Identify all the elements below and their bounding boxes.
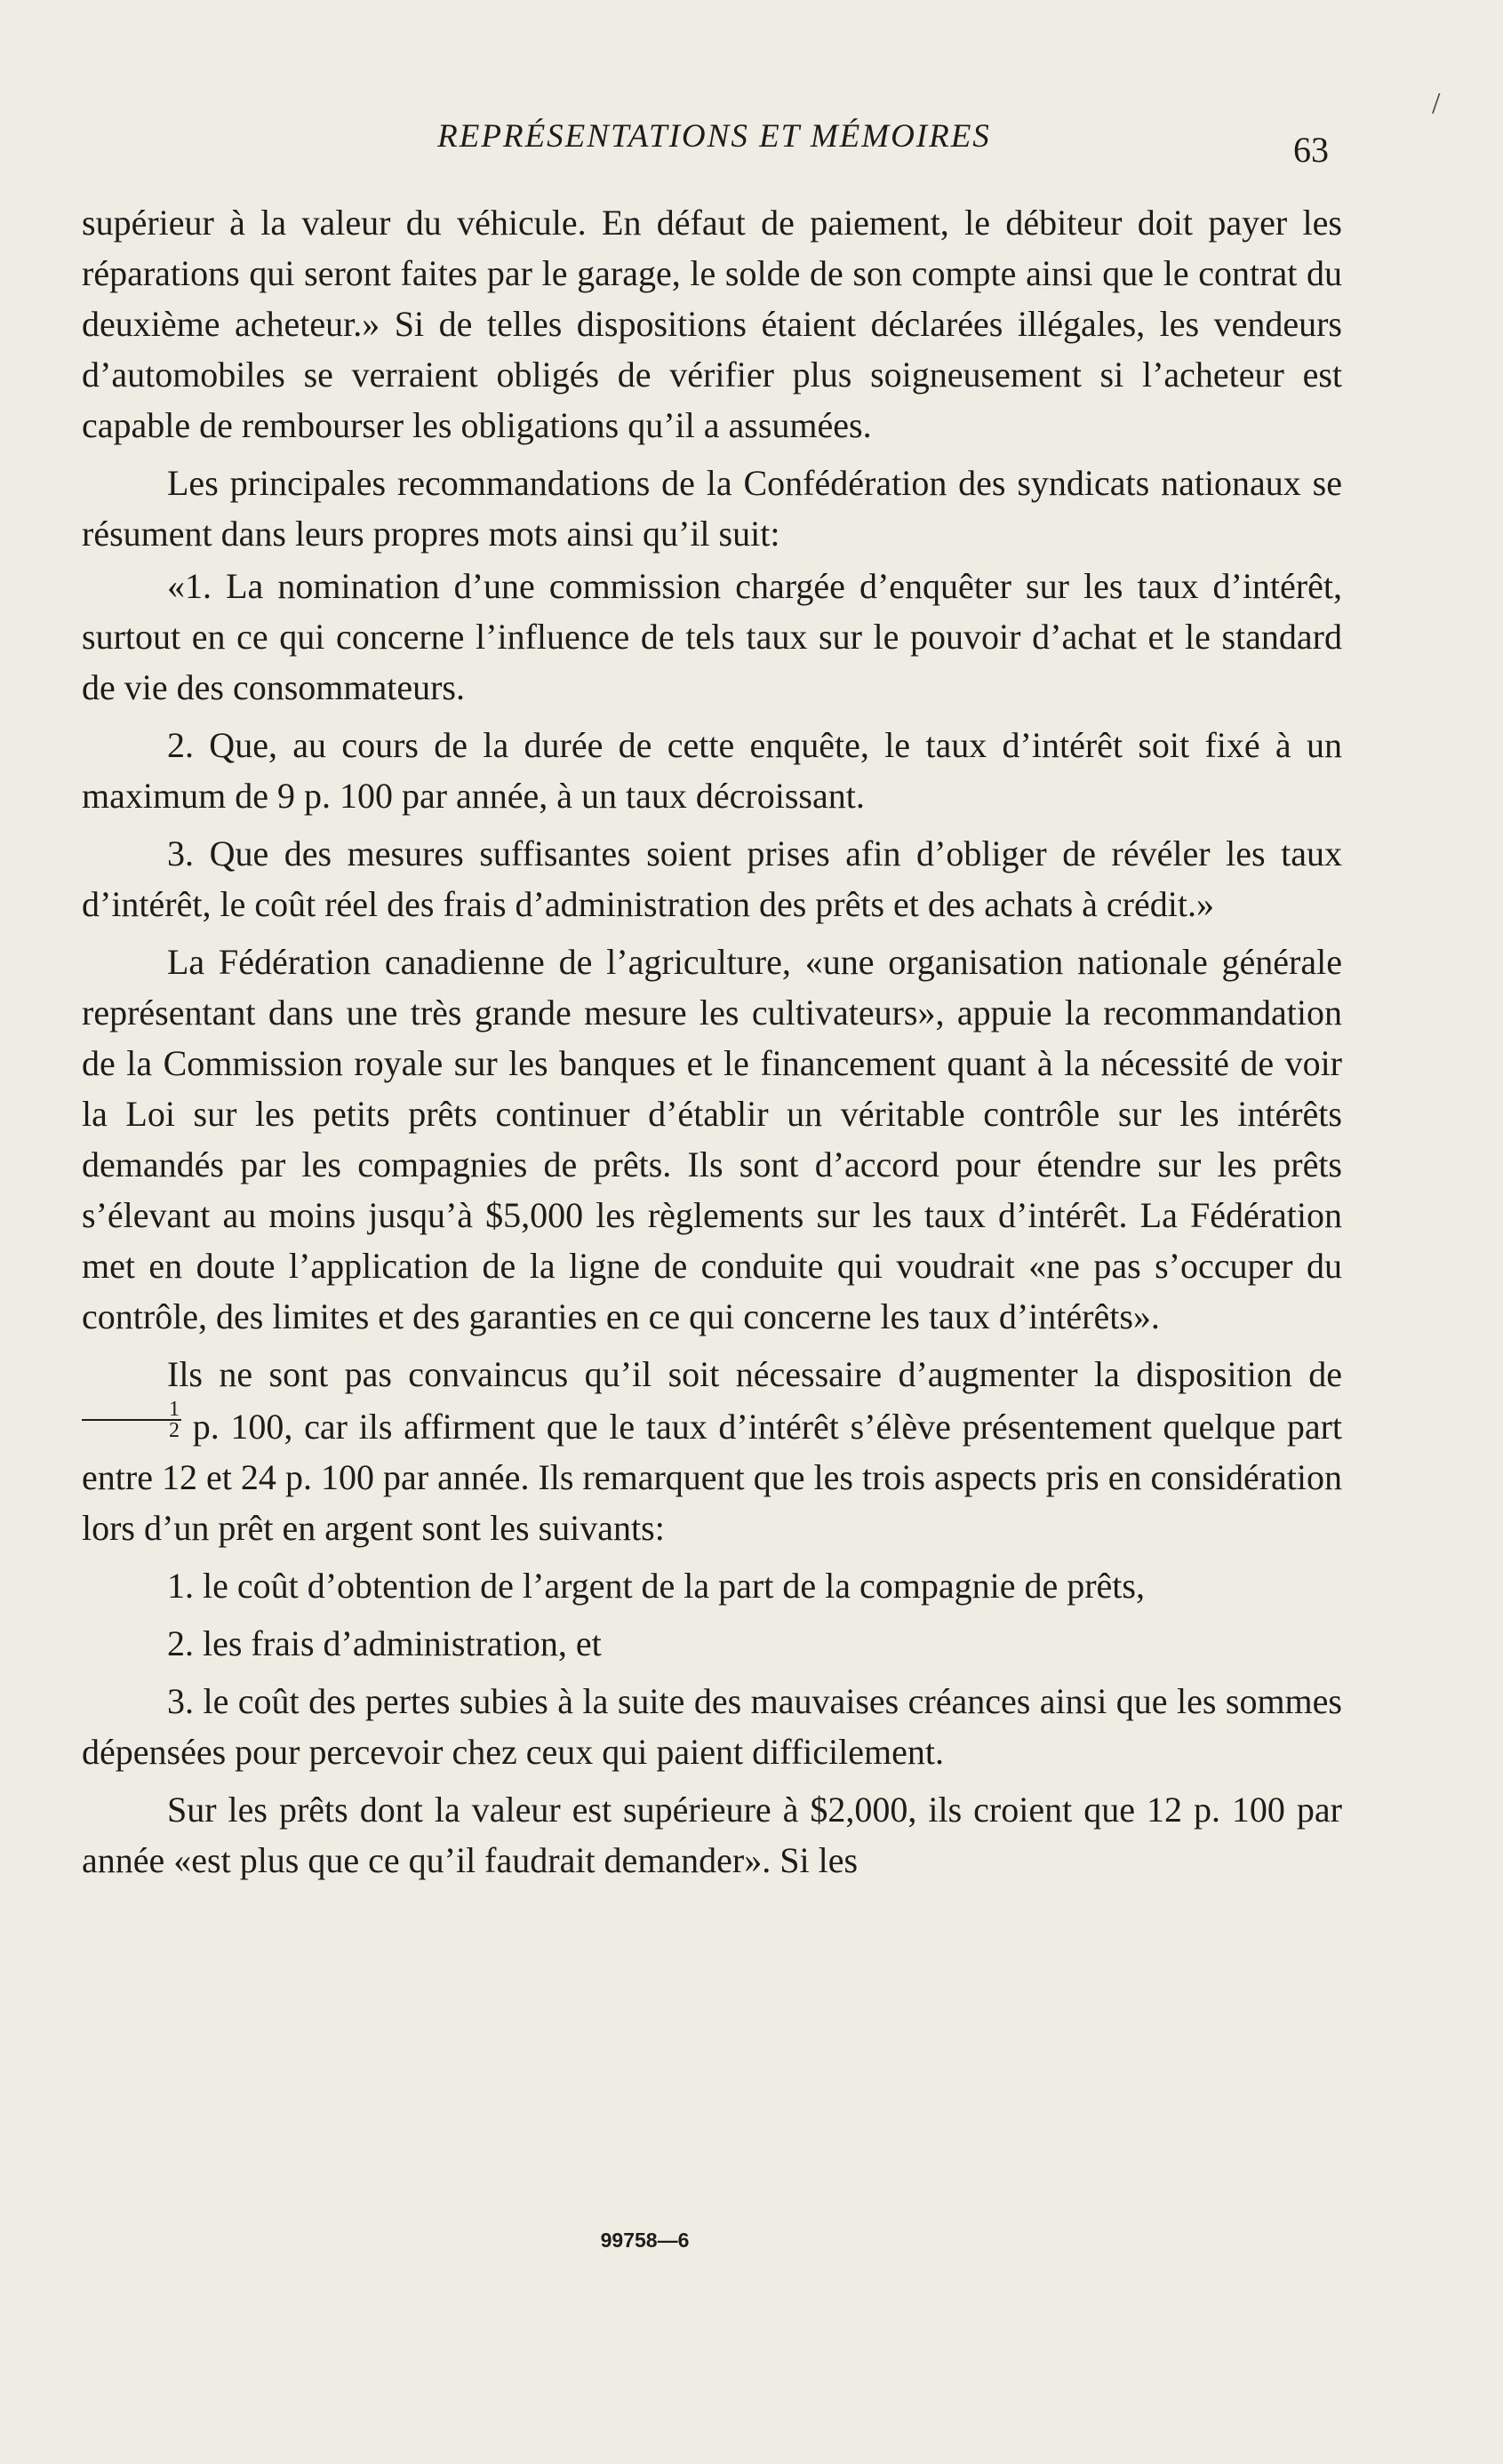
aspect-1: 1. le coût d’obtention de l’argent de la part de la compagnie de prêts, bbox=[167, 1566, 1145, 1606]
aspect-2: 2. les frais d’administration, et bbox=[167, 1623, 602, 1663]
printer-signature: 99758—6 bbox=[600, 2229, 690, 2252]
paragraph-csn-intro: Les principales recommandations de la Confédération des syndicats nationaux se résument dans leurs propres mots ainsi qu’il suit: bbox=[82, 463, 1342, 554]
recommendation-3: 3. Que des mesures suffisantes soient prises afin d’obliger de révéler les taux d’intérêt, le coût réel des frais d’administration des prêts et des achats à crédit.» bbox=[82, 833, 1342, 924]
recommendation-2: 2. Que, au cours de la durée de cette enquête, le taux d’intérêt soit fixé à un maximum de 9 p. 100 par année, à un taux décroissant. bbox=[82, 725, 1342, 816]
disposition-text-before: Ils ne sont pas convaincus qu’il soit nécessaire d’augmenter la disposition de bbox=[167, 1354, 1342, 1394]
one-half-fraction bbox=[82, 1399, 181, 1440]
body-text bbox=[82, 197, 1342, 1886]
paragraph-loans-over-2000: Sur les prêts dont la valeur est supérieure à $2,000, ils croient que 12 p. 100 par année «est plus que ce qu’il faudrait demander». Si les bbox=[82, 1790, 1342, 1880]
running-head: REPRÉSENTATIONS ET MÉMOIRES bbox=[437, 118, 991, 155]
margin-mark: / bbox=[1432, 87, 1441, 120]
paragraph-disposition bbox=[82, 1349, 1342, 1553]
paragraph-continuation: supérieur à la valeur du véhicule. En défaut de paiement, le débiteur doit payer les réparations qui seront faites par le garage, le solde de son compte ainsi que le contrat du deuxième acheteur.» Si de telles dispositions étaient déclarées illégales, les vendeurs d’automobiles se verraient obligés de vérifier plus soigneusement si l’acheteur est capable de rembourser les obligations qu’il a assumées. bbox=[82, 203, 1342, 445]
fraction-denominator: 2 bbox=[169, 1419, 180, 1442]
paragraph-federation: La Fédération canadienne de l’agriculture, «une organisation nationale générale représentant dans une très grande mesure les cultivateurs», appuie la recommandation de la Commission royale sur les banques et le financement quant à la nécessité de voir la Loi sur les petits prêts continuer d’établir un véritable contrôle sur les intérêts demandés par les compagnies de prêts. Ils sont d’accord pour étendre sur les prêts s’élevant au moins jusqu’à $5,000 les règlements sur les taux d’intérêt. La Fédération met en doute l’application de la ligne de conduite qui voudrait «ne pas s’occuper du contrôle, des limites et des garanties en ce qui concerne les taux d’intérêts». bbox=[82, 942, 1342, 1336]
page-number: 63 bbox=[1293, 130, 1329, 170]
aspect-3: 3. le coût des pertes subies à la suite des mauvaises créances ainsi que les sommes dépensées pour percevoir chez ceux qui paient difficilement. bbox=[82, 1681, 1342, 1772]
recommendation-1: «1. La nomination d’une commission chargée d’enquêter sur les taux d’intérêt, surtout en ce qui concerne l’influence de tels taux sur le pouvoir d’achat et le standard de vie des consommateurs. bbox=[82, 566, 1342, 707]
fraction-numerator: 1 bbox=[82, 1399, 181, 1421]
disposition-text-after: p. 100, car ils affirment que le taux d’intérêt s’élève présentement quelque part entre 12 et 24 p. 100 par année. Ils remarquent que les trois aspects pris en considération lors d’un prêt en argent sont les suivants: bbox=[82, 1407, 1343, 1548]
